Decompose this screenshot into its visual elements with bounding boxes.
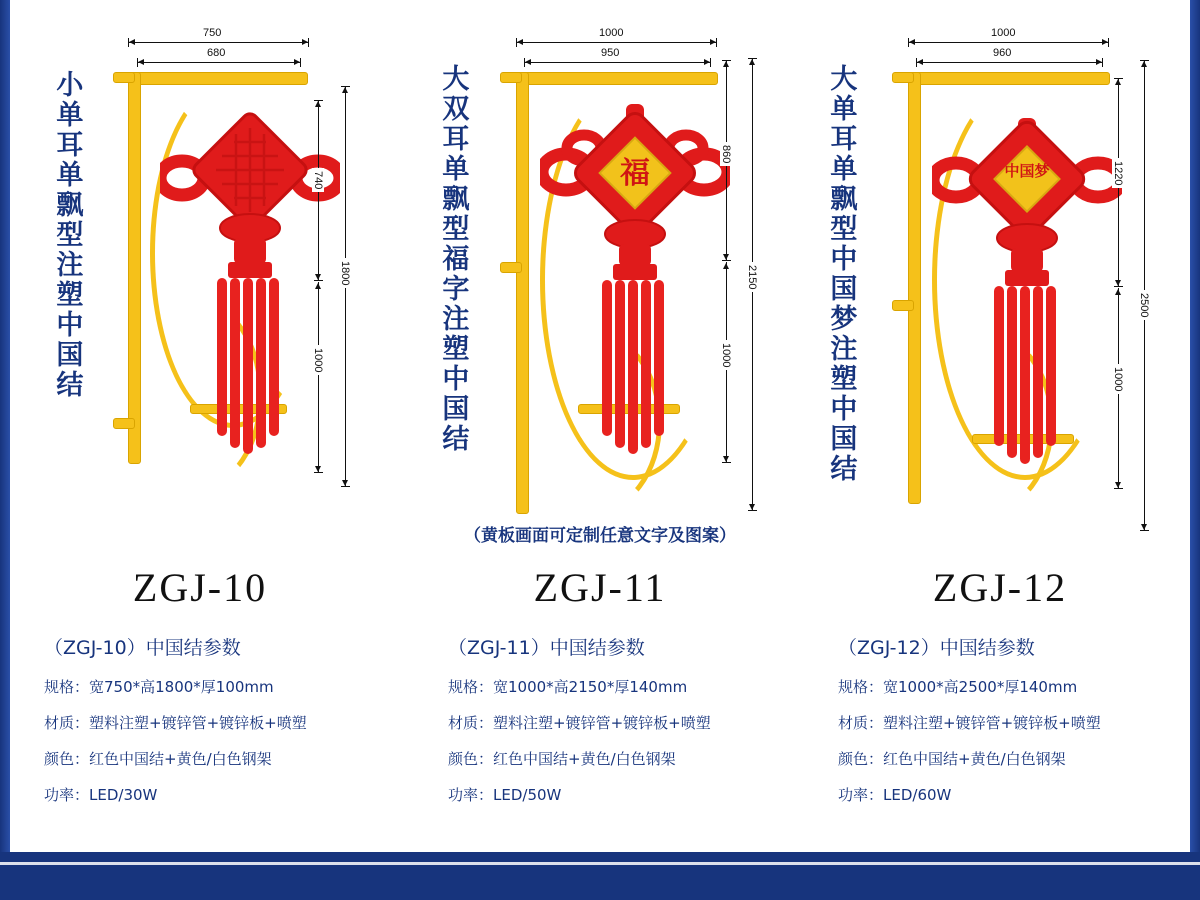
product-figure-zgj-10 (0, 0, 400, 550)
dim-arrow (315, 283, 321, 289)
dim-arrow (302, 39, 308, 45)
dim-label-top-outer: 750 (200, 27, 224, 39)
dim-arrow (294, 59, 300, 65)
dim-arrow (1141, 524, 1147, 530)
spec-row-color: 颜色：红色中国结+黄色/白色钢架 (838, 750, 1066, 768)
dim-tick (722, 260, 731, 261)
dim-label-top-outer: 1000 (596, 27, 626, 39)
frame-mount-top (892, 72, 914, 83)
dim-arrow (1115, 289, 1121, 295)
knot-svg (160, 100, 340, 470)
plaque-character: 中国梦 (1004, 162, 1050, 180)
dim-label-right-total: 2150 (746, 262, 758, 292)
product-vertical-title: 小单耳单飘型注塑中国结 (51, 70, 83, 400)
dim-arrow (723, 61, 729, 67)
dim-label-right-lower: 1000 (720, 340, 732, 370)
dim-line-right-lower (318, 282, 319, 472)
model-name-zgj-11: ZGJ-11 (533, 565, 667, 610)
spec-row-material: 材质：塑料注塑+镀锌管+镀锌板+喷塑 (448, 714, 711, 732)
dim-tick (710, 58, 711, 67)
dim-label-right-total: 1800 (339, 258, 351, 288)
dim-label-top-inner: 950 (598, 47, 622, 59)
spec-row-power: 功率：LED/60W (838, 786, 952, 804)
customization-note: （黄板画面可定制任意文字及图案） (464, 526, 736, 546)
dim-label-right-lower: 1000 (312, 345, 324, 375)
spec-row-size: 规格：宽1000*高2500*厚140mm (838, 678, 1078, 696)
dim-line-top-inner (916, 62, 1102, 63)
footer-divider (0, 862, 1200, 865)
frame-mount-bottom (892, 300, 914, 311)
spec-row-size: 规格：宽1000*高2150*厚140mm (448, 678, 688, 696)
spec-row-material: 材质：塑料注塑+镀锌管+镀锌板+喷塑 (838, 714, 1101, 732)
dim-label-top-outer: 1000 (988, 27, 1018, 39)
product-vertical-title: 大双耳单飘型福字注塑中国结 (437, 64, 469, 454)
dim-arrow (1096, 59, 1102, 65)
dim-arrow (710, 39, 716, 45)
dim-arrow (315, 274, 321, 280)
product-figure-zgj-11 (400, 0, 800, 550)
dim-tick (314, 280, 323, 281)
chinese-knot-graphic (932, 118, 1122, 493)
knot-svg (540, 98, 730, 478)
spec-row-size: 规格：宽750*高1800*厚100mm (44, 678, 274, 696)
spec-row-color: 颜色：红色中国结+黄色/白色钢架 (448, 750, 676, 768)
model-name-zgj-12: ZGJ-12 (932, 565, 1068, 610)
spec-row-material: 材质：塑料注塑+镀锌管+镀锌板+喷塑 (44, 714, 307, 732)
dim-tick (308, 38, 309, 47)
frame-mount-top (500, 72, 522, 83)
dim-label-right-upper: 1220 (1112, 158, 1124, 188)
dim-label-right-upper: 860 (720, 142, 732, 166)
dim-arrow (749, 504, 755, 510)
dim-tick (1114, 286, 1123, 287)
dim-tick (1114, 488, 1123, 489)
dim-tick (716, 38, 717, 47)
dim-arrow (342, 87, 348, 93)
dim-tick (1102, 58, 1103, 67)
product-card-zgj-11 (400, 0, 800, 852)
dim-line-top-inner (524, 62, 710, 63)
dim-tick (1108, 38, 1109, 47)
frame-mount-bottom (500, 262, 522, 273)
dim-line-top-outer (908, 42, 1108, 43)
dim-arrow (749, 59, 755, 65)
dim-arrow (1115, 482, 1121, 488)
spec-title: （ZGJ-10）中国结参数 (44, 637, 241, 659)
dim-arrow (517, 39, 523, 45)
dim-label-right-total: 2500 (1138, 290, 1150, 320)
dim-arrow (315, 466, 321, 472)
dim-tick (341, 486, 350, 487)
dim-line-top-outer (516, 42, 716, 43)
plaque-character: 福 (620, 156, 650, 191)
dim-tick (748, 510, 757, 511)
dim-arrow (917, 59, 923, 65)
product-card-zgj-12 (800, 0, 1200, 852)
dim-arrow (704, 59, 710, 65)
chinese-knot-graphic (540, 98, 730, 483)
dim-arrow (342, 480, 348, 486)
dim-arrow (1141, 61, 1147, 67)
spec-block-zgj-11 (400, 633, 800, 805)
frame-mount-top (113, 72, 135, 83)
spec-title: （ZGJ-12）中国结参数 (838, 637, 1035, 659)
dim-arrow (723, 456, 729, 462)
dim-arrow (1102, 39, 1108, 45)
spec-row-power: 功率：LED/30W (44, 786, 158, 804)
model-name-zgj-10: ZGJ-10 (132, 565, 268, 610)
dim-arrow (315, 101, 321, 107)
dim-tick (1140, 530, 1149, 531)
dim-line-top-outer (128, 42, 308, 43)
dim-arrow (909, 39, 915, 45)
dim-arrow (525, 59, 531, 65)
spec-title: （ZGJ-11）中国结参数 (448, 637, 645, 659)
chinese-knot-graphic (160, 100, 340, 475)
product-card-zgj-10 (0, 0, 400, 852)
knot-svg (932, 118, 1122, 488)
dim-arrow (138, 59, 144, 65)
spec-row-power: 功率：LED/50W (448, 786, 562, 804)
footer-bar (0, 852, 1200, 900)
dim-label-right-lower: 1000 (1112, 364, 1124, 394)
dim-tick (314, 472, 323, 473)
dim-arrow (1115, 79, 1121, 85)
dim-arrow (723, 254, 729, 260)
dim-label-top-inner: 680 (204, 47, 228, 59)
dim-label-right-upper: 740 (312, 168, 324, 192)
spec-block-zgj-12 (800, 633, 1200, 805)
dim-arrow (129, 39, 135, 45)
spec-row-color: 颜色：红色中国结+黄色/白色钢架 (44, 750, 272, 768)
dim-arrow (1115, 280, 1121, 286)
spec-block-zgj-10 (0, 633, 400, 805)
dim-arrow (723, 263, 729, 269)
dim-tick (722, 462, 731, 463)
product-vertical-title: 大单耳单飘型中国梦注塑中国结 (825, 64, 857, 484)
dim-line-top-inner (137, 62, 300, 63)
dim-label-top-inner: 960 (990, 47, 1014, 59)
product-figure-zgj-12 (800, 0, 1200, 550)
frame-mount-bottom (113, 418, 135, 429)
dim-tick (300, 58, 301, 67)
